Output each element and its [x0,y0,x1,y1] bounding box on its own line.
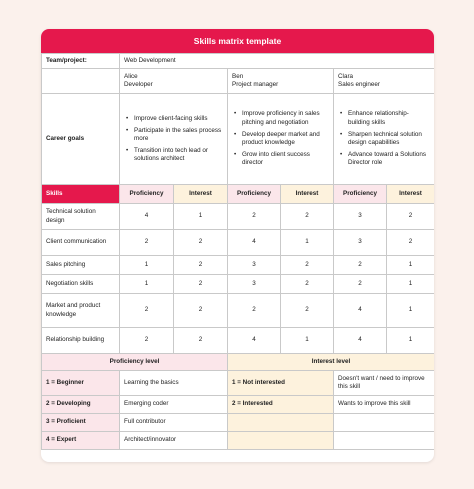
score-cell: 2 [174,230,228,256]
score-cell: 2 [228,204,281,230]
goal-item: • Improve client-facing skills [124,115,223,123]
legend-row [42,371,435,396]
career-goals-ben [228,94,334,185]
interest-key-empty [228,432,334,450]
interest-key-empty [228,414,334,432]
skills-header-row [42,185,435,204]
person-role: Sales engineer [338,81,381,88]
team-value: Web Development [120,54,435,69]
skill-name: Technical solution design [42,204,120,230]
team-label: Team/project: [42,54,120,69]
proficiency-key: 1 = Beginner [42,371,120,396]
score-cell: 4 [228,230,281,256]
skill-name: Client communication [42,230,120,256]
score-cell: 2 [174,294,228,328]
legend-header-row [42,354,435,371]
score-cell: 2 [120,294,174,328]
person-header-alice [120,69,228,94]
score-cell: 3 [228,256,281,275]
proficiency-desc: Emerging coder [120,396,228,414]
skill-row [42,328,435,354]
skills-matrix-table [41,53,434,450]
legend-row [42,396,435,414]
interest-header: Interest [281,185,334,204]
proficiency-key: 2 = Developing [42,396,120,414]
score-cell: 1 [387,256,435,275]
people-corner-cell [42,69,120,94]
score-cell: 1 [281,328,334,354]
goal-item: • Sharpen technical solution design capabilities [338,131,430,147]
skill-row [42,294,435,328]
career-goals-alice [120,94,228,185]
score-cell: 4 [120,204,174,230]
legend-row [42,432,435,450]
skill-name: Market and product knowledge [42,294,120,328]
score-cell: 2 [120,328,174,354]
skill-row [42,256,435,275]
interest-desc-empty [334,414,435,432]
page-title: Skills matrix template [41,29,434,53]
skill-row [42,204,435,230]
person-name: Ben [232,72,244,80]
person-header-clara [334,69,435,94]
person-role: Project manager [232,81,279,88]
score-cell: 1 [120,275,174,294]
people-row [42,69,435,94]
score-cell: 2 [228,294,281,328]
proficiency-header: Proficiency [120,185,174,204]
score-cell: 2 [174,256,228,275]
career-goals-row [42,94,435,185]
goal-item: • Advance toward a Solutions Director role [338,151,430,167]
score-cell: 3 [334,204,387,230]
skills-header: Skills [42,185,120,204]
goal-item: • Improve proficiency in sales pitching and negotiation [232,110,329,126]
person-name: Alice [124,72,138,80]
interest-desc: Wants to improve this skill [334,396,435,414]
score-cell: 1 [120,256,174,275]
person-name: Clara [338,72,354,80]
proficiency-desc: Learning the basics [120,371,228,396]
interest-desc-empty [334,432,435,450]
score-cell: 1 [174,204,228,230]
score-cell: 2 [387,230,435,256]
skills-matrix-card [41,29,434,462]
person-header-ben [228,69,334,94]
interest-key: 2 = Interested [228,396,334,414]
skill-name: Relationship building [42,328,120,354]
proficiency-key: 3 = Proficient [42,414,120,432]
score-cell: 2 [174,328,228,354]
interest-header: Interest [387,185,435,204]
score-cell: 2 [281,204,334,230]
score-cell: 1 [387,294,435,328]
proficiency-header: Proficiency [228,185,281,204]
score-cell: 2 [281,256,334,275]
score-cell: 2 [334,275,387,294]
legend-row [42,414,435,432]
score-cell: 2 [174,275,228,294]
skill-row [42,275,435,294]
score-cell: 2 [281,294,334,328]
proficiency-key: 4 = Expert [42,432,120,450]
score-cell: 2 [120,230,174,256]
goal-item: • Grow into client success director [232,151,329,167]
score-cell: 1 [281,230,334,256]
career-goals-label: Career goals [42,94,120,185]
interest-desc: Doesn't want / need to improve this skill [334,371,435,396]
score-cell: 4 [334,328,387,354]
score-cell: 2 [387,204,435,230]
goal-item: • Transition into tech lead or solutions architect [124,147,223,163]
career-goals-clara [334,94,435,185]
goal-item: • Participate in the sales process more [124,127,223,143]
proficiency-level-header: Proficiency level [42,354,228,371]
score-cell: 2 [334,256,387,275]
team-row [42,54,435,69]
score-cell: 4 [334,294,387,328]
proficiency-desc: Architect/innovator [120,432,228,450]
score-cell: 2 [281,275,334,294]
score-cell: 1 [387,328,435,354]
interest-key: 1 = Not interested [228,371,334,396]
skill-name: Sales pitching [42,256,120,275]
goal-item: • Enhance relationship-building skills [338,110,430,126]
skill-row [42,230,435,256]
score-cell: 3 [228,275,281,294]
proficiency-desc: Full contributor [120,414,228,432]
score-cell: 4 [228,328,281,354]
score-cell: 1 [387,275,435,294]
goal-item: • Develop deeper market and product knowledge [232,131,329,147]
interest-header: Interest [174,185,228,204]
skill-name: Negotiation skills [42,275,120,294]
proficiency-header: Proficiency [334,185,387,204]
score-cell: 3 [334,230,387,256]
interest-level-header: Interest level [228,354,435,371]
person-role: Developer [124,81,153,88]
